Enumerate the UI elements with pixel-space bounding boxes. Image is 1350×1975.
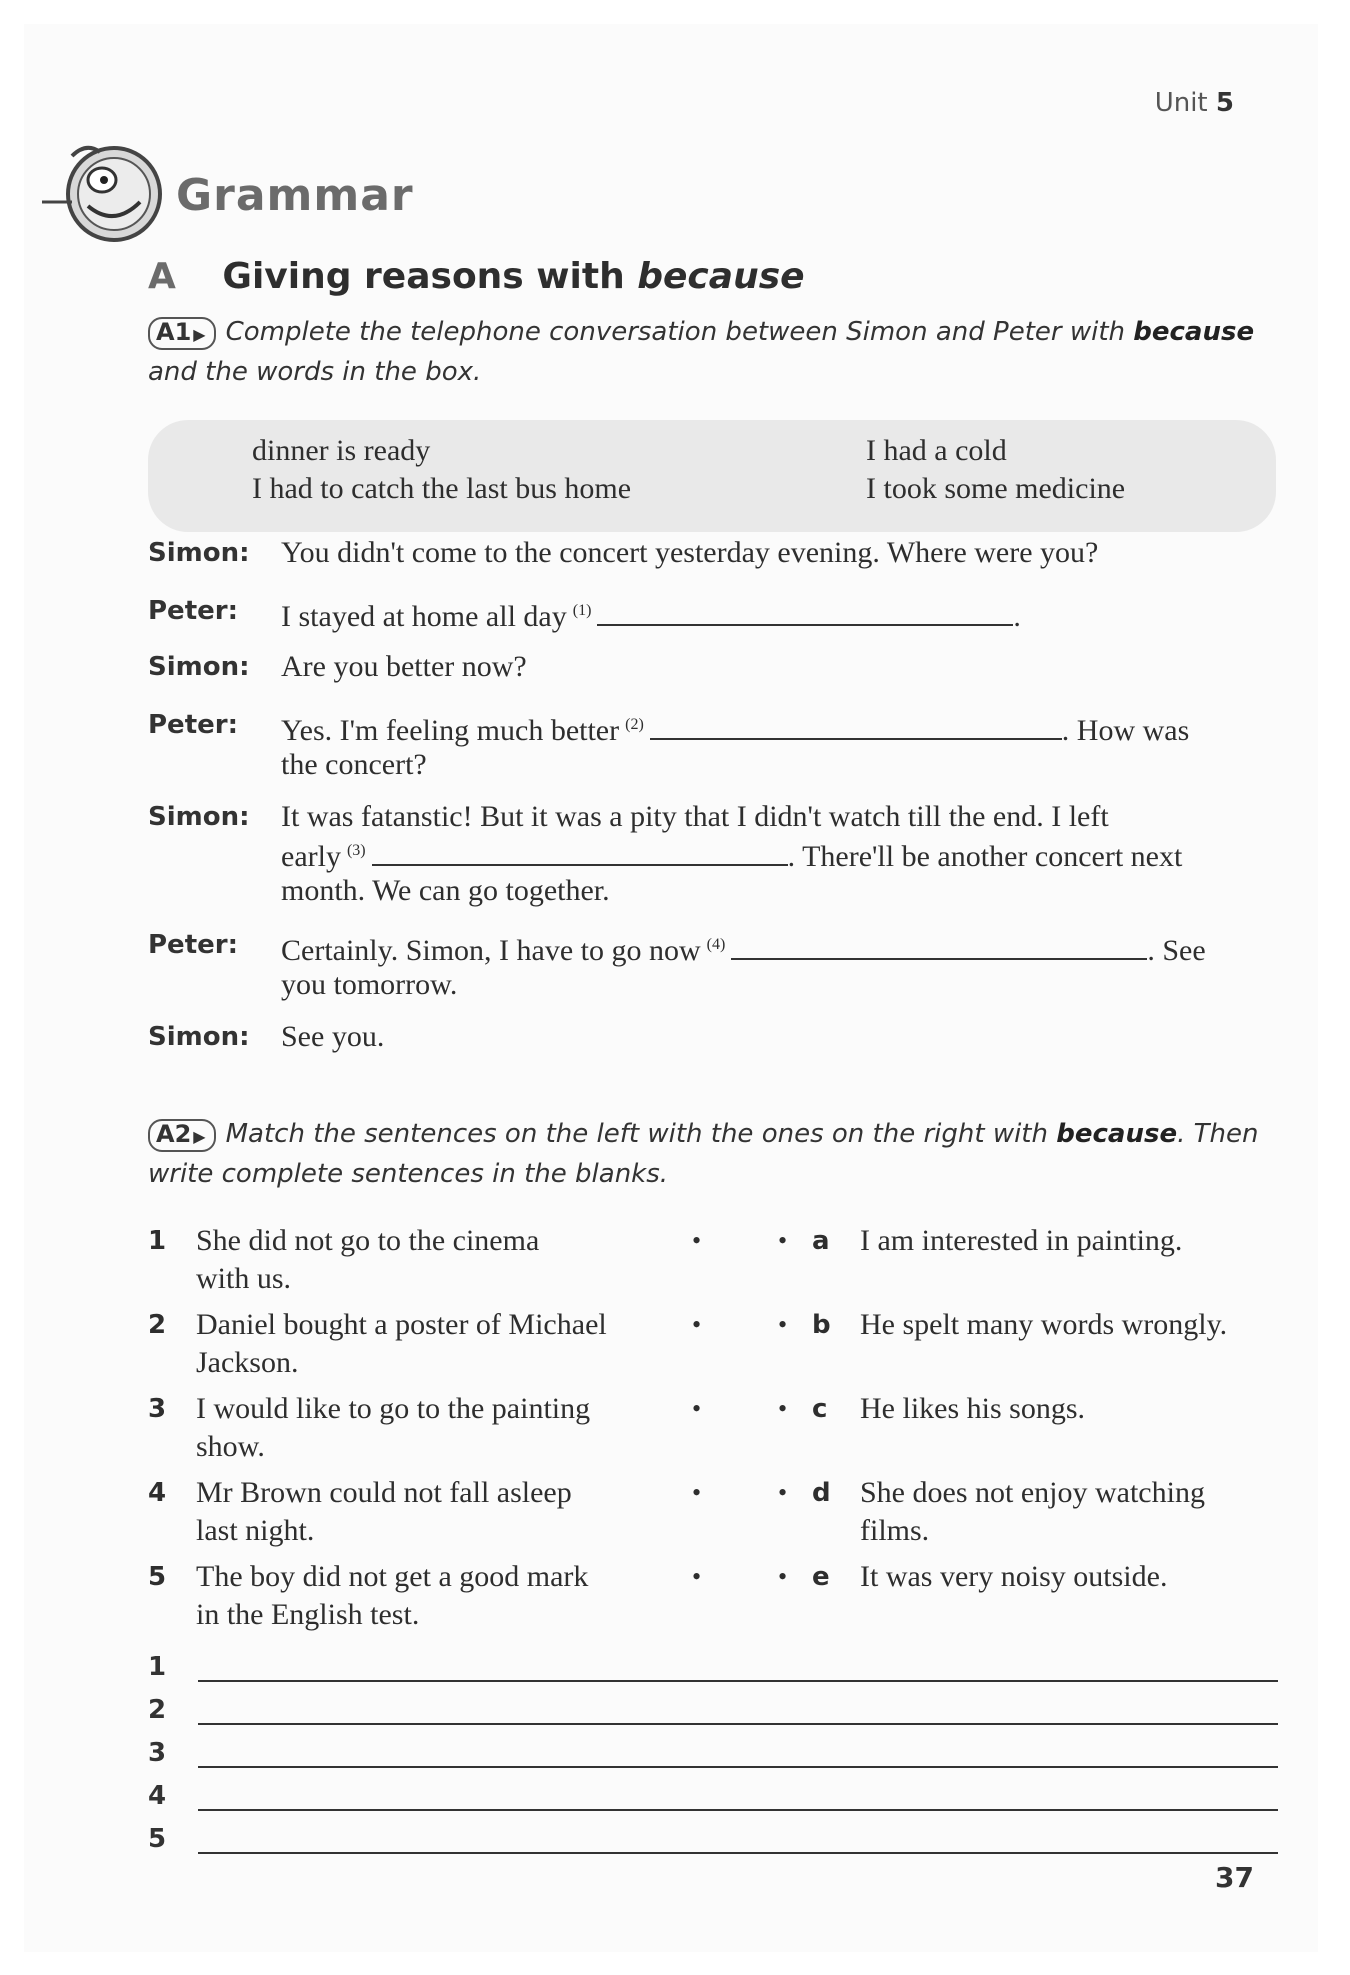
- speaker: Simon:: [148, 1022, 250, 1052]
- match-dot-right[interactable]: •: [778, 1562, 788, 1591]
- match-letter: e: [812, 1562, 830, 1592]
- answer-blank[interactable]: [731, 934, 1147, 960]
- blank-number: (3): [346, 842, 366, 859]
- dialogue-line: It was fatanstic! But it was a pity that I didn't watch till the end. I left early $^{(3)}$ . There'll be another concert next month. We can go together.: [281, 800, 1183, 907]
- answer-line[interactable]: [198, 1680, 1278, 1682]
- answer-number: 2: [148, 1695, 167, 1725]
- answer-line-row: [148, 1695, 1288, 1735]
- answer-line[interactable]: [198, 1809, 1278, 1811]
- match-number: 2: [148, 1310, 167, 1340]
- match-dot-left[interactable]: •: [692, 1478, 702, 1507]
- unit-number: 5: [1215, 88, 1234, 118]
- answer-blank[interactable]: [372, 840, 788, 866]
- answer-number: 1: [148, 1652, 167, 1682]
- dialogue-line: Yes. I'm feeling much better $^{(2)}$ . How was the concert?: [281, 714, 1190, 781]
- answer-line-row: [148, 1738, 1288, 1778]
- blank-number: (2): [625, 716, 644, 733]
- match-dot-right[interactable]: •: [778, 1478, 788, 1507]
- word-box-item: I had to catch the last bus home: [252, 472, 632, 505]
- word-box-item: I took some medicine: [866, 472, 1126, 505]
- match-left-sentence: Mr Brown could not fall asleep last night.: [196, 1476, 572, 1547]
- match-number: 4: [148, 1478, 167, 1508]
- match-right-sentence: He likes his songs.: [860, 1392, 1085, 1425]
- match-left-sentence: I would like to go to the painting show.: [196, 1392, 591, 1463]
- match-right-sentence: He spelt many words wrongly.: [860, 1308, 1228, 1341]
- match-dot-right[interactable]: •: [778, 1310, 788, 1339]
- speaker: Simon:: [148, 652, 250, 682]
- match-number: 1: [148, 1226, 167, 1256]
- workbook-page: [24, 24, 1318, 1952]
- unit-label: Unit 5: [1154, 88, 1234, 118]
- speaker: Peter:: [148, 930, 238, 960]
- a2-instruction: A2 ▶ Match the sentences on the left with the ones on the right with because. Then write complete sentences in the blanks.: [148, 1119, 1259, 1189]
- answer-line-row: [148, 1652, 1288, 1692]
- blank-number: (4): [706, 936, 726, 953]
- speaker: Peter:: [148, 596, 238, 626]
- dialogue-line: You didn't come to the concert yesterday evening. Where were you?: [281, 536, 1099, 569]
- speaker: Simon:: [148, 538, 250, 568]
- a1-badge: A1 ▶: [148, 317, 216, 350]
- match-letter: a: [812, 1226, 830, 1256]
- dialogue-line: Are you better now?: [281, 650, 527, 683]
- word-box-item: dinner is ready: [252, 434, 431, 467]
- match-dot-left[interactable]: •: [692, 1562, 702, 1591]
- match-dot-left[interactable]: •: [692, 1310, 702, 1339]
- speaker: Simon:: [148, 802, 250, 832]
- dialogue-line: Certainly. Simon, I have to go now $^{(4)}$ . See you tomorrow.: [281, 934, 1206, 1001]
- match-dot-left[interactable]: •: [692, 1394, 702, 1423]
- a1-instruction: A1 ▶ Complete the telephone conversation between Simon and Peter with because and the words in the box.: [148, 317, 1255, 387]
- section-title: Grammar: [176, 170, 414, 221]
- answer-line[interactable]: [198, 1723, 1278, 1725]
- match-number: 3: [148, 1394, 167, 1424]
- match-left-sentence: She did not go to the cinema with us.: [196, 1224, 540, 1295]
- answer-line-row: [148, 1781, 1288, 1821]
- dialogue-line: I stayed at home all day $^{(1)}$ .: [281, 600, 1021, 633]
- word-box-item: I had a cold: [866, 434, 1007, 467]
- match-right-sentence: I am interested in painting.: [860, 1224, 1183, 1257]
- match-dot-right[interactable]: •: [778, 1394, 788, 1423]
- match-letter: b: [812, 1310, 831, 1340]
- subsection-letter: A: [148, 256, 176, 297]
- answer-blank[interactable]: [597, 600, 1013, 626]
- a2-badge: A2 ▶: [148, 1119, 216, 1152]
- answer-number: 5: [148, 1824, 167, 1854]
- subsection-keyword: because: [637, 256, 805, 297]
- answer-blank[interactable]: [650, 714, 1062, 740]
- blank-number: (1): [572, 602, 592, 619]
- word-box: [148, 420, 1276, 532]
- match-right-sentence: She does not enjoy watching films.: [860, 1476, 1205, 1547]
- page-number: 37: [1215, 1861, 1254, 1894]
- match-letter: d: [812, 1478, 831, 1508]
- grammar-mascot-icon: [42, 136, 172, 246]
- answer-line[interactable]: [198, 1766, 1278, 1768]
- dialogue-line: See you.: [281, 1020, 385, 1053]
- subsection-heading: [148, 256, 805, 297]
- answer-line-row: [148, 1824, 1288, 1864]
- match-left-sentence: The boy did not get a good mark in the English test.: [196, 1560, 589, 1631]
- match-dot-left[interactable]: •: [692, 1226, 702, 1255]
- match-right-sentence: It was very noisy outside.: [860, 1560, 1168, 1593]
- match-letter: c: [812, 1394, 828, 1424]
- match-left-sentence: Daniel bought a poster of Michael Jackson.: [196, 1308, 607, 1379]
- subsection-title: Giving reasons with: [222, 256, 625, 297]
- match-dot-right[interactable]: •: [778, 1226, 788, 1255]
- match-number: 5: [148, 1562, 167, 1592]
- answer-number: 4: [148, 1781, 167, 1811]
- answer-number: 3: [148, 1738, 167, 1768]
- answer-line[interactable]: [198, 1852, 1278, 1854]
- speaker: Peter:: [148, 710, 238, 740]
